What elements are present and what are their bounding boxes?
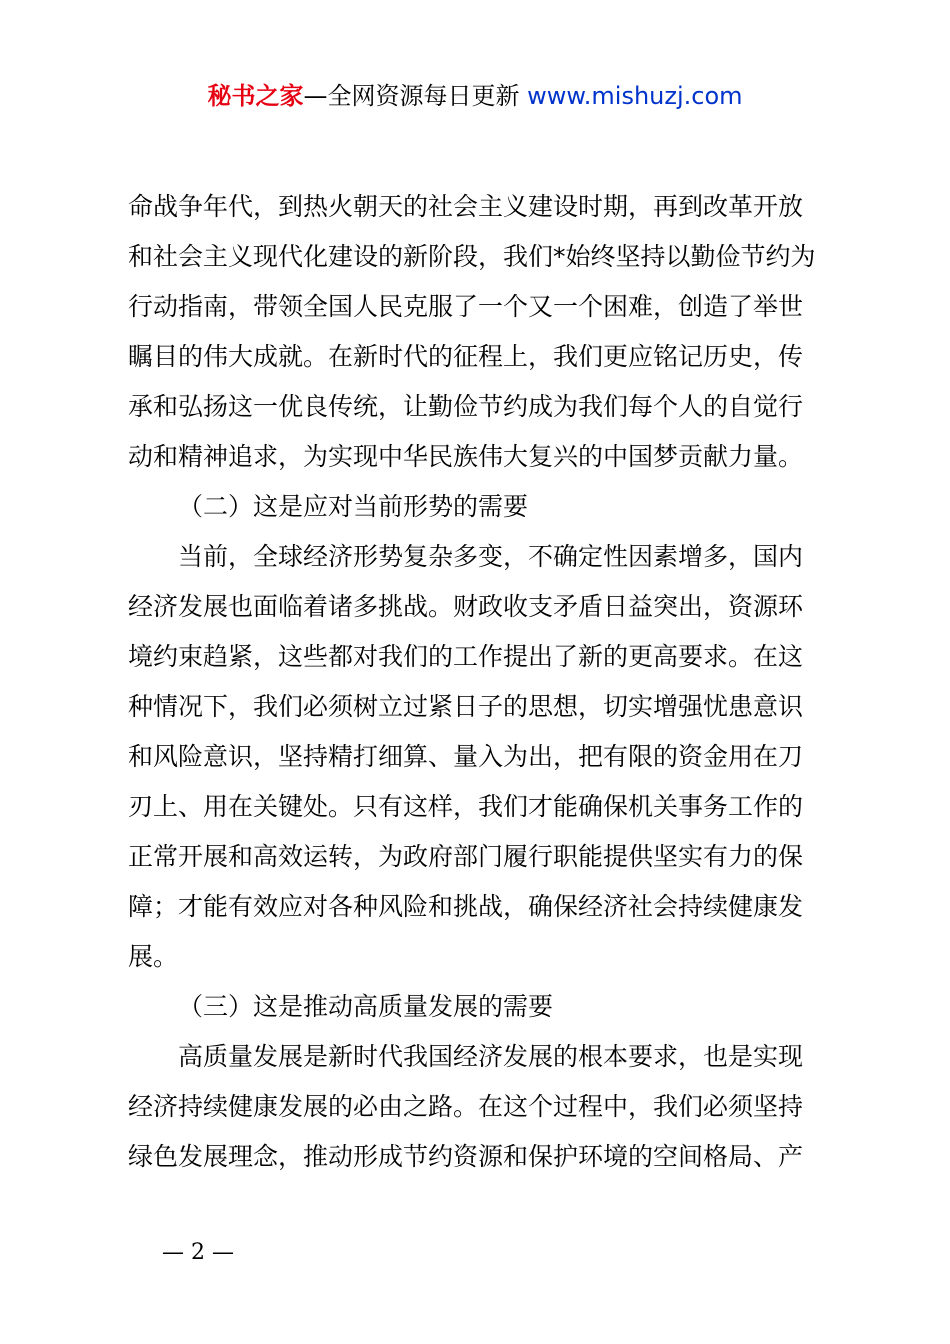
text-line: 展。 (128, 942, 179, 971)
text-line: 和风险意识，坚持精打细算、量入为出，把有限的资金用在刀 (128, 742, 804, 771)
text-line: 障；才能有效应对各种风险和挑战，确保经济社会持续健康发 (128, 892, 804, 921)
text-line: 瞩目的伟大成就。在新时代的征程上，我们更应铭记历史，传 (128, 342, 804, 371)
text-line: 和社会主义现代化建设的新阶段，我们*始终坚持以勤俭节约为 (128, 242, 816, 271)
section-heading-3: （三）这是推动高质量发展的需要 (178, 992, 554, 1021)
document-body (128, 182, 832, 1182)
site-url[interactable]: www.mishuzj.com (527, 82, 743, 110)
page-number: — 2 — (162, 1240, 234, 1265)
text-line: 命战争年代，到热火朝天的社会主义建设时期，再到改革开放 (128, 192, 804, 221)
text-line: 动和精神追求，为实现中华民族伟大复兴的中国梦贡献力量。 (128, 442, 804, 471)
section-heading-2: （二）这是应对当前形势的需要 (178, 492, 529, 521)
text-line: 绿色发展理念，推动形成节约资源和保护环境的空间格局、产 (128, 1142, 804, 1171)
brand-name: 秘书之家 (207, 82, 304, 110)
text-line: 行动指南，带领全国人民克服了一个又一个困难，创造了举世 (128, 292, 804, 321)
text-line: 正常开展和高效运转，为政府部门履行职能提供坚实有力的保 (128, 842, 804, 871)
text-line: 经济持续健康发展的必由之路。在这个过程中，我们必须坚持 (128, 1092, 804, 1121)
text-line: 刃上、用在关键处。只有这样，我们才能确保机关事务工作的 (128, 792, 804, 821)
site-slogan: —全网资源每日更新 (303, 82, 528, 110)
text-line: 承和弘扬这一优良传统，让勤俭节约成为我们每个人的自觉行 (128, 392, 804, 421)
text-line: 境约束趋紧，这些都对我们的工作提出了新的更高要求。在这 (128, 642, 804, 671)
text-line: 当前，全球经济形势复杂多变，不确定性因素增多，国内 (178, 542, 804, 571)
site-header (0, 80, 950, 112)
text-line: 种情况下，我们必须树立过紧日子的思想，切实增强忧患意识 (128, 692, 804, 721)
text-line: 高质量发展是新时代我国经济发展的根本要求，也是实现 (178, 1042, 804, 1071)
text-line: 经济发展也面临着诸多挑战。财政收支矛盾日益突出，资源环 (128, 592, 804, 621)
